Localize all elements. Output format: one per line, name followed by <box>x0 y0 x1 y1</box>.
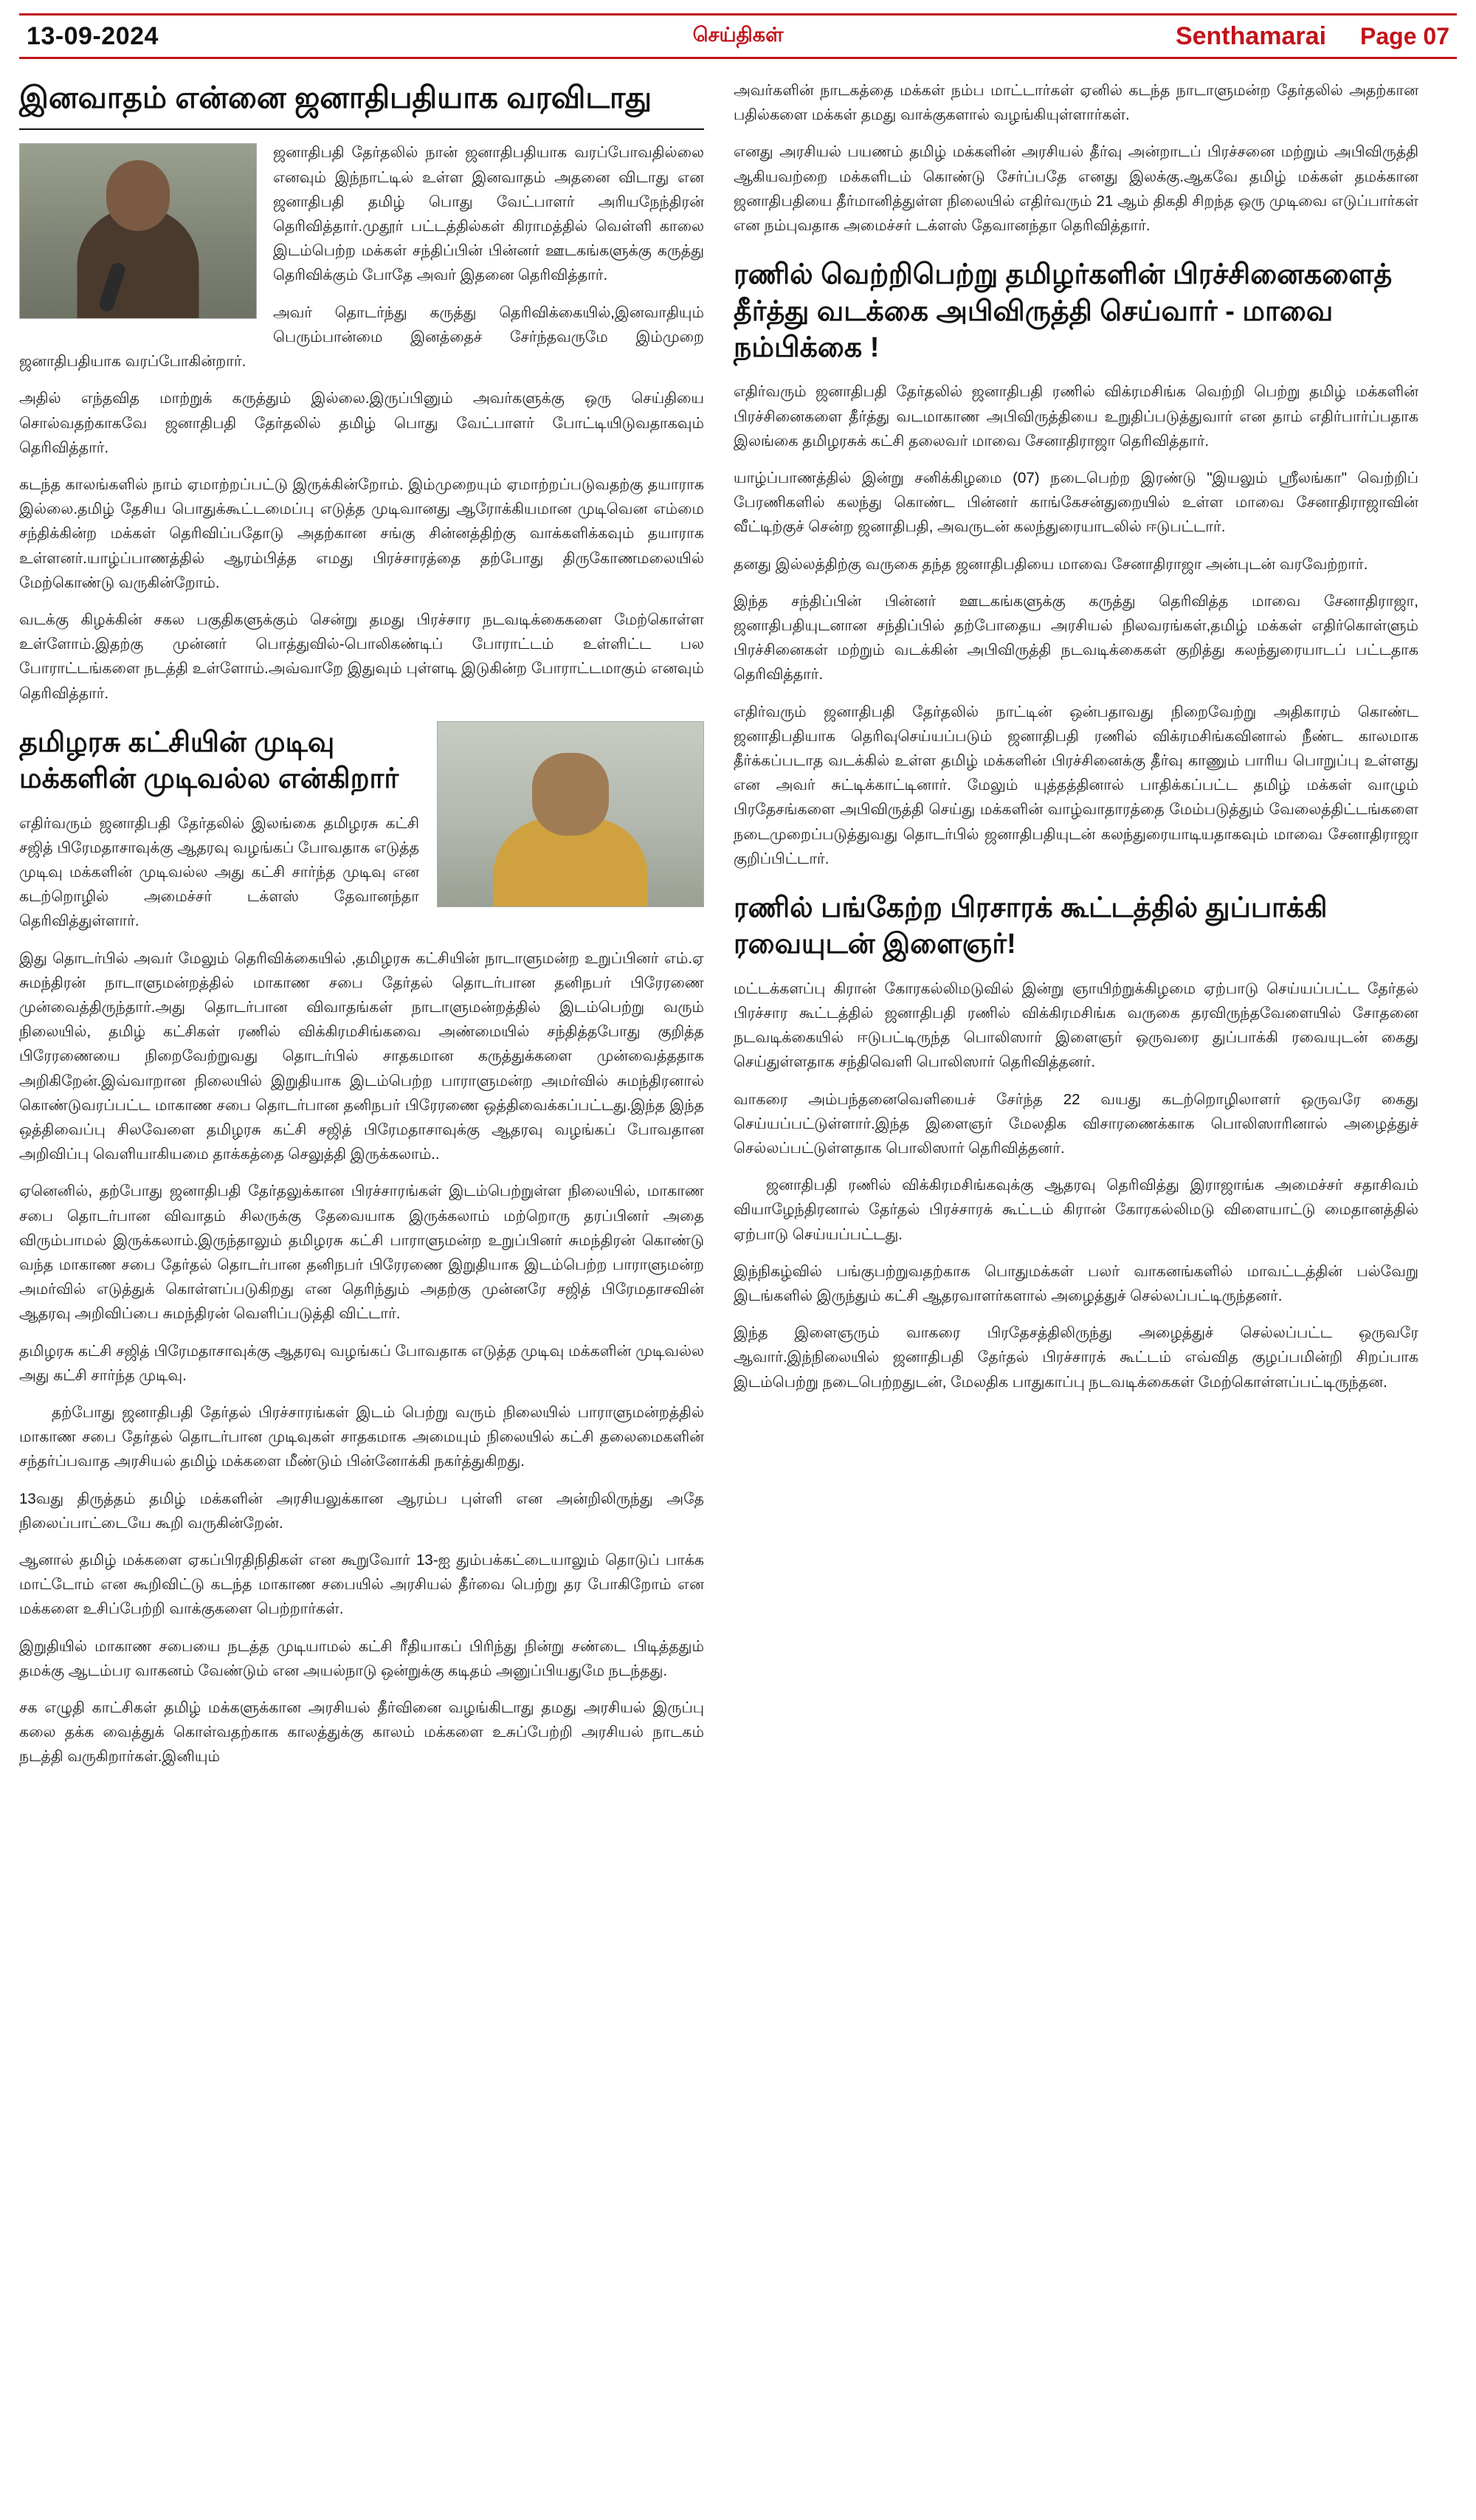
paragraph: வாகரை அம்பந்தனைவெளியைச் சேர்ந்த 22 வயது கடற்றொழிலாளர் ஒருவரே கைது செய்யப்பட்டுள்ளார்.இந்த இளைஞர் மேலதிக விசாரணைக்காக பொலிஸாரினால் அழைத்துச் செல்லப்பட்டுள்ளதாக பொலிஸார் தெரிவித்தனர். <box>734 1090 1418 1157</box>
paragraph: அவர் தொடர்ந்து கருத்து தெரிவிக்கையில்,இனவாதியும் பெரும்பான்மை இனத்தைச் சேர்ந்தவருமே இம்முறை ஜனாதிபதியாக வரப்போகின்றார். <box>19 303 704 371</box>
paragraph: தற்போது ஜனாதிபதி தேர்தல் பிரச்சாரங்கள் இடம் பெற்று வரும் நிலையில் பாராளுமன்றத்தில் மாகாண சபை தேர்தல் தொடர்பான முடிவுகள் சாதகமாக அமையும் நிலையில் கட்சி தலைமைகளின் சந்தர்ப்பவாத அரசியல் தமிழ் மக்களை மீண்டும் பின்னோக்கி நகர்த்துகிறது. <box>19 1403 704 1470</box>
paragraph: தமிழரசு கட்சி சஜித் பிரேமதாசாவுக்கு ஆதரவு வழங்கப் போவதாக எடுத்த முடிவு மக்களின் முடிவல்ல அது கட்சி சார்ந்த முடிவு. <box>19 1342 704 1384</box>
paper-name: Senthamarai <box>1175 21 1327 50</box>
paragraph: 13வது திருத்தம் தமிழ் மக்களின் அரசியலுக்கான ஆரம்ப புள்ளி என அன்றிலிருந்து அதே நிலைப்பாட்டையே கூறி வருகின்றேன். <box>19 1490 704 1532</box>
page-title: இனவாதம் என்னை ஜனாதிபதியாக வரவிடாது <box>19 80 652 114</box>
paragraph: ஏனெனில், தற்போது ஜனாதிபதி தேர்தலுக்கான பிரச்சாரங்கள் இடம்பெற்றுள்ள நிலையில், மாகாண சபை தொடர்பான விவாதம் சிலருக்கு தேவையாக இருக்கலாம் மற்றொரு தரப்பினர் அதை விரும்பாமல் இருக்கலாம்.இருந்தாலும் தமிழரசு கட்சி பாராளுமன்ற உறுப்பினர் சுமந்திரன் கொண்டு வந்த மாகாண சபை தேர்தல் தொடர்பான தனிநபர் பிரேரணை இறுதியாக இடம்பெற்ற பாராளுமன்ற அமர்வில் எடுத்துக் கொள்ளப்படுகிறது என தெரிந்தும் அதற்கு முன்னரே சஜித் பிரேமதாசவின் ஆதரவு அறிவிப்பை சுமந்திரன் வெளிப்படுத்தி விட்டார். <box>19 1182 704 1323</box>
paragraph: தனது இல்லத்திற்கு வருகை தந்த ஜனாதிபதியை மாவை சேனாதிராஜா அன்புடன் வரவேற்றார். <box>734 555 1368 573</box>
article-body <box>19 78 1457 1782</box>
paragraph: இந்த இளைஞரும் வாகரை பிரதேசத்திலிருந்து அழைத்துச் செல்லப்பட்ட ஒருவரே ஆவார்.இந்நிலையில் ஜனாதிபதி தேர்தல் பிரச்சாரக் கூட்டம் எவ்வித குழப்பமின்றி சிறப்பாக இடம்பெற்று நடைபெற்றதுடன், மேலதிக பாதுகாப்பு நடவடிக்கைகள் மேற்கொள்ளப்பட்டிருந்தன. <box>734 1324 1418 1391</box>
paragraph: ஜனாதிபதி ரணில் விக்கிரமசிங்கவுக்கு ஆதரவு தெரிவித்து இராஜாங்க அமைச்சர் சதாசிவம் வியாழேந்திரனால் தேர்தல் பிரச்சாரக் கூட்டம் கிரான் கோரகல்லிமடு விளையாட்டு மைதானத்தில் ஏற்பாடு செய்யப்பட்டது. <box>734 1177 1418 1243</box>
paragraph: யாழ்ப்பாணத்தில் இன்று சனிக்கிழமை (07) நடைபெற்ற இரண்டு "இயலும் ஸ்ரீலங்கா" வெற்றிப் பேரணிகளில் கலந்து கொண்ட பின்னர் காங்கேசன்துறையில் உள்ள மாவை சேனாதிராஜாவின் வீட்டிற்குச் சென்ற ஜனாதிபதி, அவருடன் கலந்துரையாடலில் ஈடுபட்டார். <box>734 469 1418 536</box>
right-column <box>734 78 1418 1782</box>
politician-photo-2 <box>437 721 704 907</box>
paragraph: அவர்களின் நாடகத்தை மக்கள் நம்ப மாட்டார்கள் ஏனில் கடந்த நாடாளுமன்ற தேர்தலில் அதற்கான பதில்களை மக்கள் தமது வாக்குகளால் வழங்கியுள்ளார்கள். <box>734 82 1418 124</box>
page-number: Page 07 <box>1360 22 1449 49</box>
paragraph: ஜனாதிபதி தேர்தலில் நான் ஜனாதிபதியாக வரப்போவதில்லை எனவும் இந்நாட்டில் உள்ள இனவாதம் அதனை விடாது என ஜனாதிபதி தமிழ் பொது வேட்பாளர் அரியநேந்திரன் தெரிவித்தார்.முதூர் பட்டத்தில்கள் கிராமத்தில் வெள்ளி காலை இடம்பெற்ற மக்கள் சந்திப்பின் பின்னர் ஊடகங்களுக்கு கருத்து தெரிவிக்கும் போதே அவர் இதனை தெரிவித்தார். <box>273 144 704 284</box>
paragraph: இந்த சந்திப்பின் பின்னர் ஊடகங்களுக்கு கருத்து தெரிவித்த மாவை சேனாதிராஜா, ஜனாதிபதியுடனான சந்திப்பில் தற்போதைய அரசியல் நிலவரங்கள்,தமிழ் மக்கள் எதிர்கொள்ளும் பிரச்சினைகள் மற்றும் வடக்கின் அபிவிருத்தி நடவடிக்கைகள் குறித்து கலந்துரையாடப் பட்டதாக தெரிவித்தார். <box>734 592 1418 684</box>
photo-subject-head <box>106 160 170 231</box>
left-column <box>19 78 704 1782</box>
paragraph: இறுதியில் மாகாண சபையை நடத்த முடியாமல் கட்சி ரீதியாகப் பிரிந்து நின்று சண்டை பிடித்ததும் தமக்கு ஆடம்பர வாகனம் வேண்டும் என அயல்நாடு ஒன்றுக்கு கடிதம் அனுப்பியதுமே நடந்தது. <box>19 1637 704 1679</box>
headline-rule <box>19 128 704 130</box>
paragraph: எனது அரசியல் பயணம் தமிழ் மக்களின் அரசியல் தீர்வு அன்றாடப் பிரச்சனை மற்றும் அபிவிருத்தி ஆகியவற்றை மக்களிடம் கொண்டு சேர்ப்பதே எனது இலக்கு.ஆகவே தமிழ் மக்கள் தமக்கான ஜனாதிபதியை தீர்மானித்துள்ள நிலையில் எதிர்வரும் 21 ஆம் திகதி சிறந்த ஒரு முடிவை எடுப்பார்கள் என நம்புவதாக அமைச்சர் டக்ளஸ் தேவானந்தா தெரிவித்தார். <box>734 143 1418 235</box>
paragraph: எதிர்வரும் ஜனாதிபதி தேர்தலில் ஜனாதிபதி ரணில் விக்ரமசிங்க வெற்றி பெற்று தமிழ் மக்களின் பிரச்சினைகளை தீர்த்து வடமாகாண அபிவிருத்தியை உறுதிப்படுத்துவார் என தாம் எதிர்பார்ப்பதாக இலங்கை தமிழரசுக் கட்சி தலைவர் மாவை சேனாதிராஜா தெரிவித்தார். <box>734 383 1418 450</box>
photo-subject-head <box>532 753 609 836</box>
section-subhead: ரணில் வெற்றிபெற்று தமிழர்களின் பிரச்சினைகளைத் தீர்த்து வடக்கை அபிவிருத்தி செய்வார் - மாவை நம்பிக்கை ! <box>734 259 1393 363</box>
paragraph: மட்டக்களப்பு கிரான் கோரகல்லிமடுவில் இன்று ஞாயிற்றுக்கிழமை ஏற்பாடு செய்யப்பட்ட தேர்தல் பிரச்சார கூட்டத்தில் ஜனாதிபதி ரணில் விக்கிரமசிங்க வருகை தரவிருந்தவேளையில் சோதனை நடவடிக்கையில் ஈடுபட்டிருந்த பொலிஸார் இளைஞர் ஒருவரை துப்பாக்கி ரவையுடன் கைது செய்துள்ளதாக சந்திவெளி பொலிஸார் தெரிவித்தனர். <box>734 980 1418 1071</box>
paragraph: ஆனால் தமிழ் மக்களை ஏகப்பிரதிநிதிகள் என கூறுவோர் 13-ஐ தும்பக்கட்டையாலும் தொடுப் பாக்க மாட்டோம் என கூறிவிட்டு கடந்த மாகாண சபையில் அரசியல் தீர்வை பெற்று தர போகிறோம் என மக்களை உசிப்பேற்றி வாக்குகளை பெற்றார்கள். <box>19 1552 704 1618</box>
section-subhead: தமிழரசு கட்சியின் முடிவு மக்களின் முடிவல்ல என்கிறார் <box>19 726 399 795</box>
paragraph: எதிர்வரும் ஜனாதிபதி தேர்தலில் நாட்டின் ஒன்பதாவது நிறைவேற்று அதிகாரம் கொண்ட ஜனாதிபதியாக தெரிவுசெய்யப்படும் ஜனாதிபதி ரணில் விக்ரமசிங்கவினால் நீண்ட காலமாக தீர்க்கப்படாத வடக்கில் உள்ள தமிழ் மக்களின் பிரச்சினைக்கு தீர்வு காணும் பாரிய பொறுப்பு உள்ளது என அவர் சுட்டிக்காட்டினார். மேலும் யுத்தத்தினால் பாதிக்கப்பட்ட தமிழ் மக்கள் வாழும் பிரதேசங்களை அபிவிருத்தி செய்து மக்களின் வாழ்வாதாரத்தை மேம்படுத்தும் வேலைத்திட்டங்களை நடைமுறைப்படுத்துவது தொடர்பில் ஜனாதிபதியுடன் கலந்துரையாடியதாகவும் மாவை சேனாதிராஜா குறிப்பிட்டார். <box>734 703 1418 867</box>
paragraph: எதிர்வரும் ஜனாதிபதி தேர்தலில் இலங்கை தமிழரசு கட்சி சஜித் பிரேமதாசாவுக்கு ஆதரவு வழங்கப் போவதாக எடுத்த முடிவு மக்களின் முடிவல்ல அது கட்சி சார்ந்த முடிவு என கடற்றொழில் அமைச்சர் டக்ளஸ் தேவானந்தா தெரிவித்துள்ளார். <box>19 814 419 930</box>
paragraph: இது தொடர்பில் அவர் மேலும் தெரிவிக்கையில் ,தமிழரசு கட்சியின் நாடாளுமன்ற உறுப்பினர் எம்.ஏ சுமந்திரன் நாடாளுமன்றத்தில் மாகாண சபை தேர்தல் தொடர்பான தனிநபர் பிரேரணை முன்வைத்திருந்தார்.அது தொடர்பான விவாதங்கள் நாடாளுமன்றத்தில் இடம்பெற்று வரும் நிலையில், தமிழ் கட்சிகள் ரணில் விக்கிரமசிங்கவை அண்மையில் சந்தித்தபோது குறித்த பிரேரணையை நிறைவேற்றுவது தொடர்பில் சாதகமான கருத்துக்களை முன்வைத்ததாக அறிகிறேன்.இவ்வாறான நிலையில் இறுதியாக இடம்பெற்ற பாராளுமன்ற அமர்வில் சுமந்திரனால் கொண்டுவரப்பட்ட மாகாண சபை தொடர்பான தனிநபர் பிரேரணை ஒத்திவைக்கப்பட்டது.இந்த இந்த ஒத்திவைப்பு சிலவேளை தமிழரசு கட்சி சஜித் பிரேமதாசாவுக்கு ஆதரவு வழங்கப் போவதான அறிவிப்பு வெளியாகியமை தாக்கத்தை செலுத்தி இருக்கலாம்.. <box>19 949 704 1163</box>
paragraph: வடக்கு கிழக்கின் சகல பகுதிகளுக்கும் சென்று தமது பிரச்சார நடவடிக்கைகளை மேற்கொள்ள உள்ளோம்.இதற்கு முன்னர் பொத்துவில்-பொலிகண்டிப் போராட்டம் உள்ளிட்ட பல போராட்டங்களை நடத்தி உள்ளோம்.அவ்வாறே இதுவும் புள்ளடி இடுகின்ற போராட்டமாகும் எனவும் தெரிவித்தார். <box>19 610 704 702</box>
masthead <box>19 13 1457 59</box>
newspaper-page <box>0 13 1476 2520</box>
paragraph: அதில் எந்தவித மாற்றுக் கருத்தும் இல்லை.இருப்பினும் அவர்களுக்கு ஒரு செய்தியை சொல்வதற்காகவே ஜனாதிபதி தேர்தலில் தமிழ் பொது வேட்பாளர் போட்டியிடுவதாகவும் தெரிவித்தார். <box>19 390 704 456</box>
masthead-right <box>1176 22 1449 51</box>
issue-date: 13-09-2024 <box>27 21 159 50</box>
section-subhead: ரணில் பங்கேற்ற பிரசாரக் கூட்டத்தில் துப்பாக்கி ரவையுடன் இளைஞர்! <box>734 892 1328 960</box>
section-label: செய்திகள் <box>692 23 784 46</box>
politician-photo <box>19 143 257 319</box>
paragraph: கடந்த காலங்களில் நாம் ஏமாற்றப்பட்டு இருக்கின்றோம். இம்முறையும் ஏமாற்றப்படுவதற்கு தயாராக இல்லை.தமிழ் தேசிய பொதுக்கூட்டமைப்பு எடுத்த முடிவானது ஆரோக்கியமான முடிவென எம்மை சந்திக்கின்ற மக்கள் தெரிவிப்பதோடு அதற்கான சங்கு சின்னத்திற்கு வாக்களிக்கவும் தயாராக உள்ளனர்.யாழ்ப்பாணத்தில் ஆரம்பித்த எமது பிரச்சாரத்தை தற்போது திருகோணமலையில் மேற்கொண்டு வருகின்றோம். <box>19 475 704 591</box>
paragraph: இந்நிகழ்வில் பங்குபற்றுவதற்காக பொதுமக்கள் பலர் வாகனங்களில் மாவட்டத்தின் பல்வேறு இடங்களில் இருந்தும் கட்சி ஆதரவாளர்களால் அழைத்துச் செல்லப்பட்டிருந்தனர். <box>734 1262 1418 1305</box>
paragraph: சக எழுதி காட்சிகள் தமிழ் மக்களுக்கான அரசியல் தீர்வினை வழங்கிடாது தமது அரசியல் இருப்பு கலை தக்க வைத்துக் கொள்வதற்காக காலத்துக்கு காலம் மக்களை உசுப்பேற்றி அரசியல் நாடகம் நடத்தி வருகிறார்கள்.இனியும் <box>19 1699 704 1766</box>
